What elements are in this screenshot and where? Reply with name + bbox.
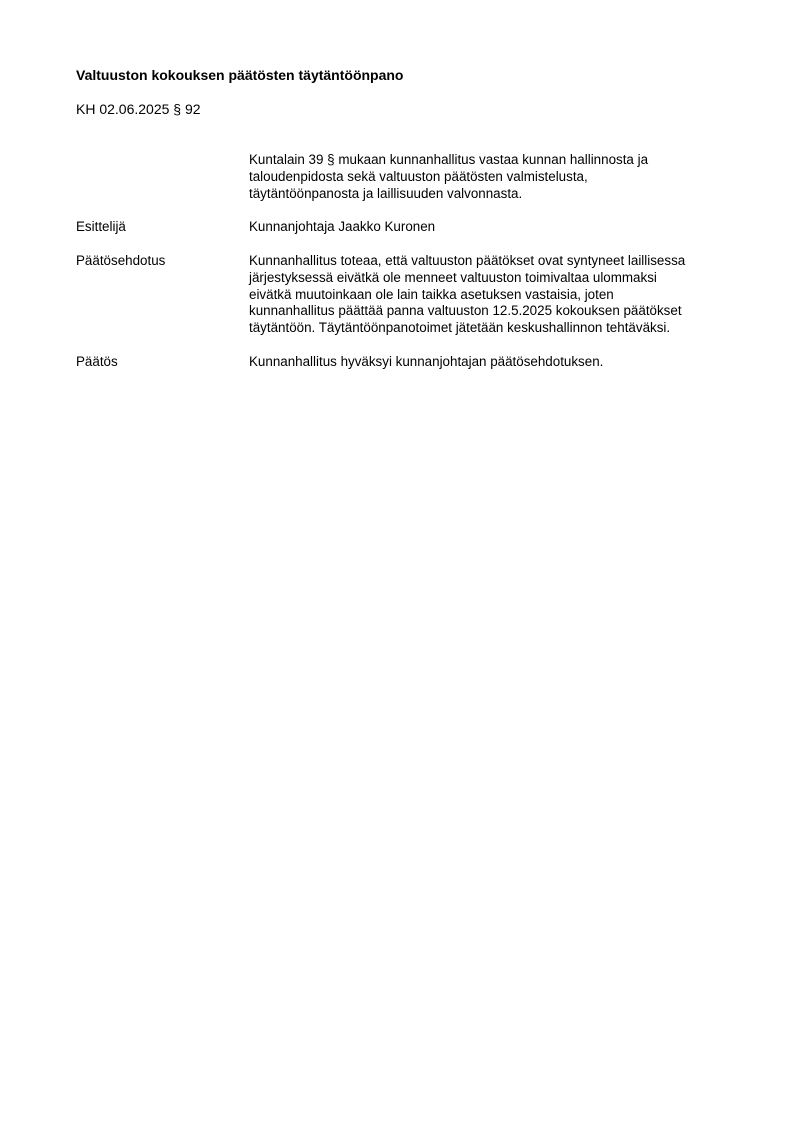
proposal-line: täytäntöön. Täytäntöönpanotoimet jätetään keskushallinnon tehtäväksi. xyxy=(249,320,671,336)
intro-line: täytäntöönpanosta ja laillisuuden valvonnasta. xyxy=(249,185,523,201)
decision-text: Kunnanhallitus hyväksyi kunnanjohtajan päätösehdotuksen. xyxy=(249,354,604,369)
proposal-line: kunnanhallitus päättää panna valtuuston 12.5.2025 kokouksen päätökset xyxy=(249,303,682,319)
intro-line: taloudenpidosta sekä valtuuston päätösten valmistelusta, xyxy=(249,168,588,184)
decision-label: Päätös xyxy=(76,354,118,369)
meeting-reference: KH 02.06.2025 § 92 xyxy=(76,101,201,117)
presenter-label: Esittelijä xyxy=(76,219,126,234)
document-title: Valtuuston kokouksen päätösten täytäntöönpano xyxy=(76,67,404,83)
proposal-line: järjestyksessä eivätkä ole menneet valtuuston toimivaltaa ulommaksi xyxy=(249,269,657,285)
presenter-text: Kunnanjohtaja Jaakko Kuronen xyxy=(249,219,436,234)
proposal-text xyxy=(249,253,736,337)
proposal-line: Kunnanhallitus toteaa, että valtuuston päätökset ovat syntyneet laillisessa xyxy=(249,253,686,268)
proposal-line: eivätkä muutoinkaan ole lain taikka asetuksen vastaisia, joten xyxy=(249,286,614,302)
intro-line: Kuntalain 39 § mukaan kunnanhallitus vastaa kunnan hallinnosta ja xyxy=(249,152,649,167)
proposal-label: Päätösehdotus xyxy=(76,253,166,268)
intro-text xyxy=(249,152,736,202)
